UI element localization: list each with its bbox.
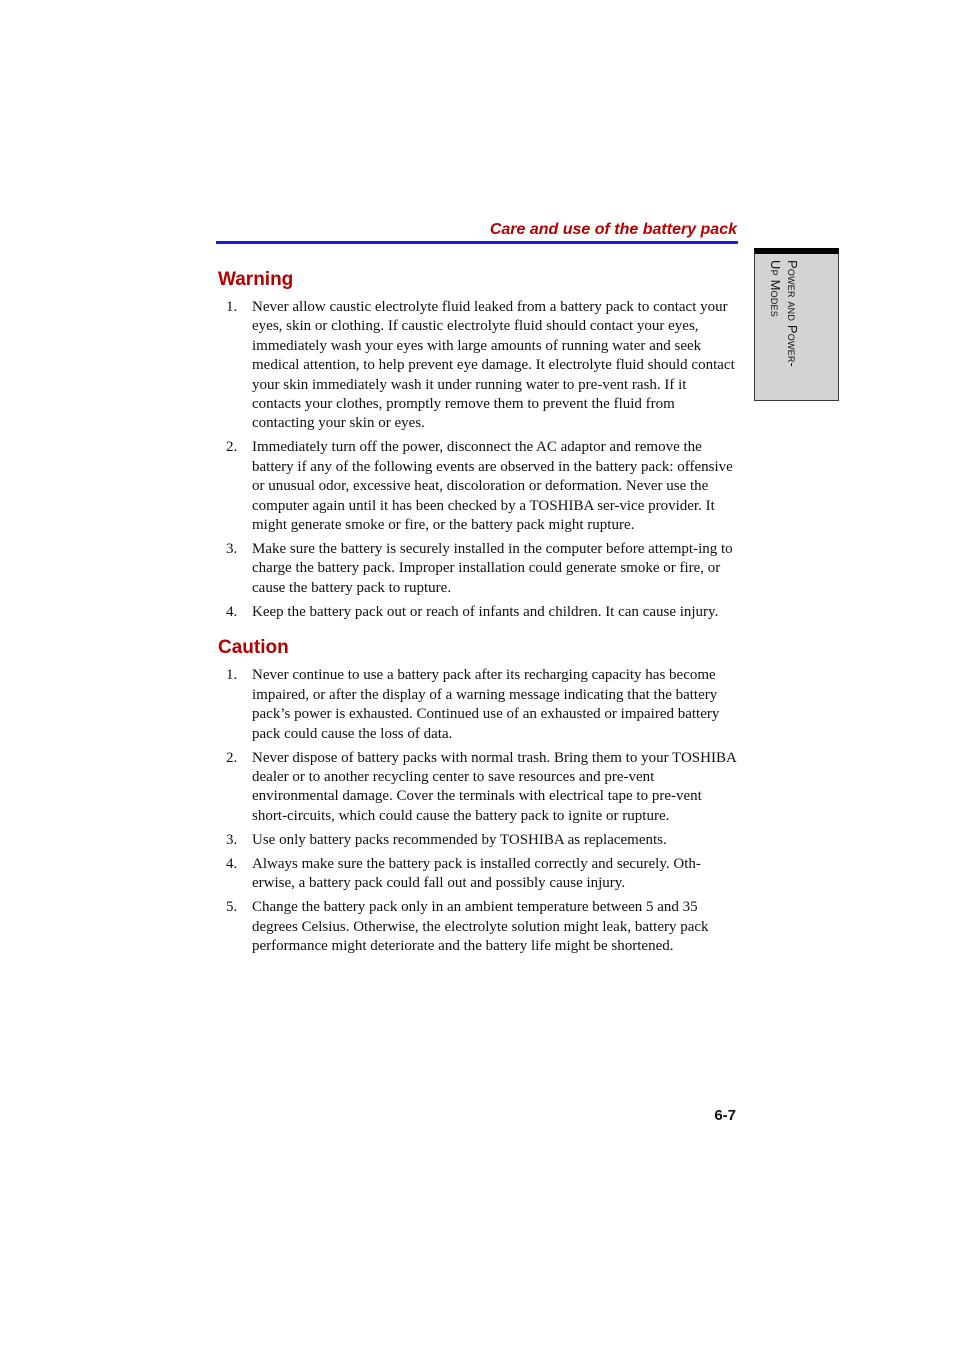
caution-list [218, 666, 738, 956]
warning-list [218, 298, 738, 622]
list-item [218, 855, 738, 894]
list-item-text: Never dispose of battery packs with normal trash. Bring them to your TOSHIBA dealer or to another recycling center to save resources and pre-vent environmental damage. Cover the terminals with electrical tape to pre-vent short-circuits, which could cause the battery pack to ignite or rupture. [252, 749, 736, 824]
running-header: Care and use of the battery pack [489, 221, 737, 238]
list-item [218, 749, 738, 827]
list-item-number: 2. [226, 439, 238, 456]
list-item-text: Keep the battery pack out or reach of infants and children. It can cause injury. [252, 603, 719, 620]
list-item [218, 438, 738, 535]
page-content [218, 268, 738, 961]
list-item-number: 1. [226, 667, 238, 684]
list-item [218, 603, 738, 622]
caution-section [218, 636, 738, 956]
list-item-text: Immediately turn off the power, disconnect the AC adaptor and remove the battery if any of the following events are observed in the battery pack: offensive or unusual odor, excessive heat, discoloration or deformation. Never use the computer again until it has been checked by a TOSHIBA ser-vice provider. It might generate smoke or fire, or the battery pack might rupture. [252, 439, 733, 534]
list-item [218, 898, 738, 956]
list-item-text: Change the battery pack only in an ambient temperature between 5 and 35 degrees Celsius. Otherwise, the electrolyte solution might leak, battery pack performance might deteriorate and the battery life might be shortened. [252, 899, 709, 954]
chapter-side-tab-label: Power and Power- Up Modes [768, 260, 800, 368]
list-item-text: Never allow caustic electrolyte fluid leaked from a battery pack to contact your eyes, skin or clothing. If caustic electrolyte fluid should contact your eyes, immediately wash your eyes with large amounts of running water and seek medical attention, to help prevent eye damage. It electrolyte fluid should contact your skin immediately wash it under running water to pre-vent rash. If it contacts your clothes, promptly remove them to prevent the fluid from contacting your skin or eyes. [252, 299, 735, 432]
list-item-text: Make sure the battery is securely installed in the computer before attempt-ing to charge the battery pack. Improper installation could generate smoke or fire, or cause the battery pack to rupture. [252, 541, 733, 596]
chapter-side-tab [754, 248, 839, 401]
list-item-number: 1. [226, 299, 238, 315]
list-item-number: 3. [226, 541, 238, 558]
list-item-number: 4. [226, 603, 238, 620]
list-item-text: Use only battery packs recommended by TOSHIBA as replacements. [252, 831, 667, 848]
list-item-number: 2. [226, 749, 238, 766]
list-item [218, 540, 738, 598]
list-item-number: 5. [226, 899, 238, 916]
caution-heading: Caution [218, 637, 289, 659]
warning-section [218, 268, 738, 622]
list-item-number: 3. [226, 831, 238, 848]
list-item [218, 831, 738, 850]
header-rule [216, 241, 738, 244]
list-item-number: 4. [226, 855, 238, 872]
list-item [218, 298, 738, 434]
list-item-text: Never continue to use a battery pack after its recharging capacity has become impaired, or after the display of a warning message indicating that the battery pack’s power is exhausted. Continued use of an exhausted or impaired battery pack could cause the loss of data. [252, 667, 720, 742]
warning-heading: Warning [218, 269, 294, 290]
page-number: 6-7 [714, 1107, 736, 1124]
list-item [218, 666, 738, 744]
list-item-text: Always make sure the battery pack is installed correctly and securely. Oth-erwise, a battery pack could fall out and possibly cause injury. [252, 855, 701, 892]
